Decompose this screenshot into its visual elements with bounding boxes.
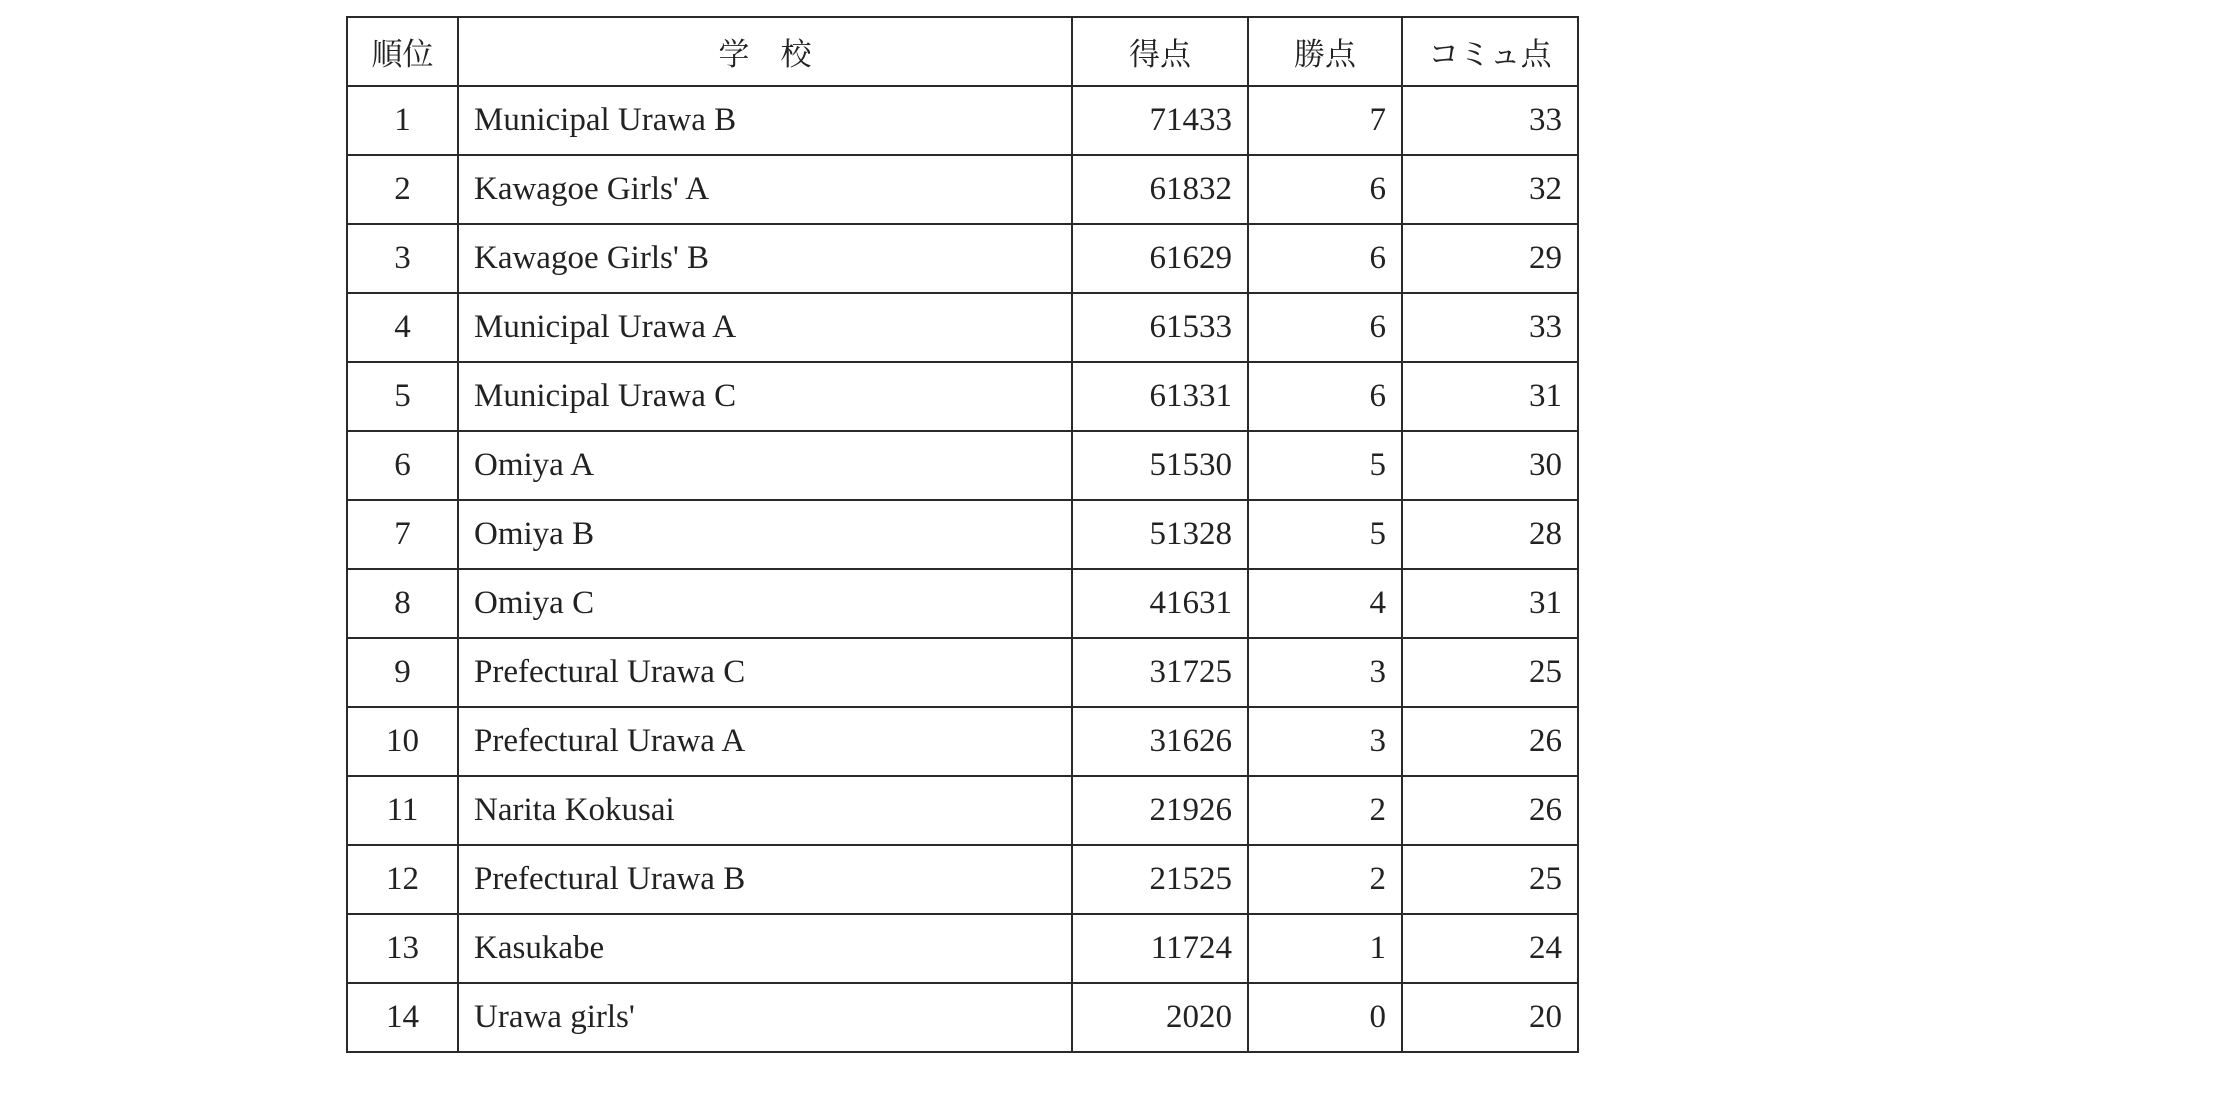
cell-school: Prefectural Urawa B [458,845,1072,914]
cell-rank: 8 [347,569,458,638]
cell-school: Omiya C [458,569,1072,638]
table-row [347,776,1578,845]
cell-comm: 28 [1402,500,1578,569]
cell-school: Municipal Urawa B [458,86,1072,155]
cell-school: Omiya B [458,500,1072,569]
cell-rank: 2 [347,155,458,224]
cell-comm: 30 [1402,431,1578,500]
cell-wins: 7 [1248,86,1402,155]
cell-wins: 4 [1248,569,1402,638]
cell-wins: 5 [1248,500,1402,569]
table-row [347,914,1578,983]
cell-comm: 26 [1402,776,1578,845]
cell-score: 61832 [1072,155,1248,224]
cell-wins: 6 [1248,362,1402,431]
table-row [347,707,1578,776]
cell-rank: 3 [347,224,458,293]
table-row [347,983,1578,1052]
table-row [347,845,1578,914]
header-school: 学 校 [458,17,1072,86]
table-row [347,638,1578,707]
cell-score: 41631 [1072,569,1248,638]
cell-rank: 12 [347,845,458,914]
table-body [347,86,1578,1052]
cell-wins: 3 [1248,638,1402,707]
cell-rank: 13 [347,914,458,983]
cell-score: 51328 [1072,500,1248,569]
cell-comm: 32 [1402,155,1578,224]
cell-rank: 6 [347,431,458,500]
cell-comm: 31 [1402,362,1578,431]
cell-wins: 1 [1248,914,1402,983]
cell-comm: 33 [1402,293,1578,362]
cell-score: 21926 [1072,776,1248,845]
cell-school: Municipal Urawa C [458,362,1072,431]
cell-rank: 7 [347,500,458,569]
header-rank: 順位 [347,17,458,86]
table-row [347,224,1578,293]
cell-comm: 26 [1402,707,1578,776]
cell-score: 71433 [1072,86,1248,155]
cell-score: 2020 [1072,983,1248,1052]
cell-comm: 24 [1402,914,1578,983]
cell-rank: 9 [347,638,458,707]
cell-school: Prefectural Urawa A [458,707,1072,776]
cell-score: 11724 [1072,914,1248,983]
cell-school: Kawagoe Girls' A [458,155,1072,224]
cell-school: Municipal Urawa A [458,293,1072,362]
cell-comm: 20 [1402,983,1578,1052]
cell-school: Narita Kokusai [458,776,1072,845]
table-row [347,569,1578,638]
table-row [347,293,1578,362]
header-row [347,17,1578,86]
cell-comm: 29 [1402,224,1578,293]
cell-wins: 5 [1248,431,1402,500]
header-wins: 勝点 [1248,17,1402,86]
results-table [346,16,1579,1053]
table-row [347,362,1578,431]
table-row [347,86,1578,155]
cell-rank: 10 [347,707,458,776]
cell-comm: 33 [1402,86,1578,155]
cell-wins: 2 [1248,776,1402,845]
cell-score: 61533 [1072,293,1248,362]
cell-wins: 3 [1248,707,1402,776]
table-row [347,155,1578,224]
cell-school: Kasukabe [458,914,1072,983]
cell-score: 31626 [1072,707,1248,776]
header-comm: コミュ点 [1402,17,1578,86]
cell-rank: 4 [347,293,458,362]
cell-wins: 0 [1248,983,1402,1052]
header-score: 得点 [1072,17,1248,86]
table-row [347,500,1578,569]
cell-score: 21525 [1072,845,1248,914]
cell-score: 31725 [1072,638,1248,707]
cell-wins: 6 [1248,224,1402,293]
cell-school: Prefectural Urawa C [458,638,1072,707]
cell-wins: 6 [1248,155,1402,224]
cell-comm: 31 [1402,569,1578,638]
cell-score: 61331 [1072,362,1248,431]
cell-rank: 11 [347,776,458,845]
cell-comm: 25 [1402,845,1578,914]
cell-school: Kawagoe Girls' B [458,224,1072,293]
cell-wins: 6 [1248,293,1402,362]
cell-comm: 25 [1402,638,1578,707]
table-row [347,431,1578,500]
cell-rank: 1 [347,86,458,155]
cell-score: 61629 [1072,224,1248,293]
cell-school: Omiya A [458,431,1072,500]
cell-school: Urawa girls' [458,983,1072,1052]
cell-rank: 14 [347,983,458,1052]
cell-wins: 2 [1248,845,1402,914]
cell-score: 51530 [1072,431,1248,500]
cell-rank: 5 [347,362,458,431]
